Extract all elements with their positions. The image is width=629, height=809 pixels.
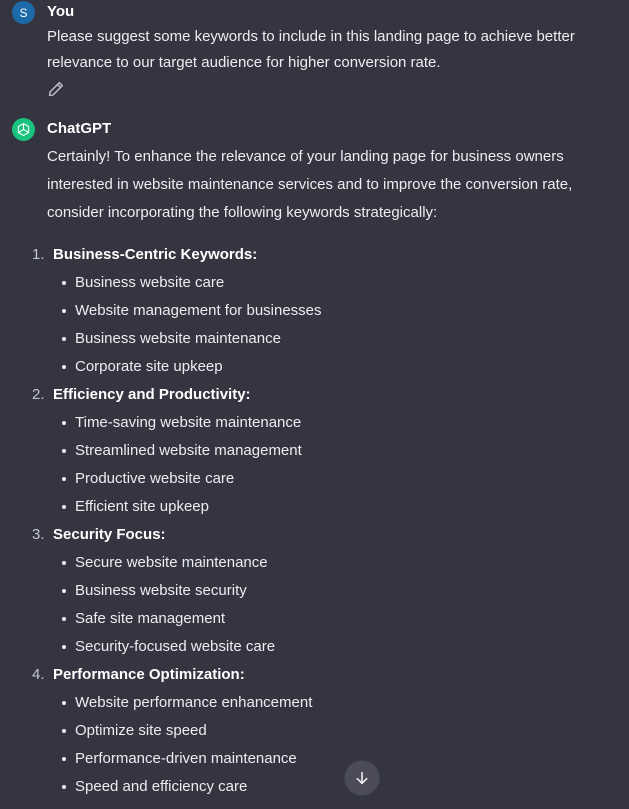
user-message <box>12 0 629 103</box>
keyword-item: Secure website maintenance <box>75 549 629 577</box>
keyword-item: Website management for businesses <box>75 297 629 325</box>
keyword-items <box>12 409 629 521</box>
arrow-down-icon <box>354 770 370 786</box>
section-title: Business-Centric Keywords: <box>53 246 258 263</box>
user-avatar <box>12 1 35 24</box>
keyword-items <box>12 549 629 661</box>
keyword-item: Security-focused website care <box>75 633 629 661</box>
assistant-message <box>12 117 629 801</box>
keyword-item: Corporate site upkeep <box>75 353 629 381</box>
keyword-item: Safe site management <box>75 605 629 633</box>
section-title: Security Focus: <box>53 526 166 543</box>
user-message-text: Please suggest some keywords to include in this landing page to achieve better relevance to our target audience for higher conversion rate. <box>47 28 575 71</box>
openai-logo-icon <box>12 118 35 141</box>
keyword-item: Efficient site upkeep <box>75 493 629 521</box>
user-message-header <box>12 0 629 24</box>
keyword-section <box>12 241 629 381</box>
user-avatar-letter: S <box>19 5 28 20</box>
section-number: 1. <box>32 246 45 263</box>
keyword-section <box>12 381 629 521</box>
keyword-item: Performance-driven maintenance <box>75 745 629 773</box>
keyword-item: Productive website care <box>75 465 629 493</box>
scroll-to-bottom-button[interactable] <box>345 761 379 795</box>
user-name: You <box>47 3 75 20</box>
keyword-item: Business website maintenance <box>75 325 629 353</box>
keyword-item: Speed and efficiency care <box>75 773 629 801</box>
keyword-item: Business website care <box>75 269 629 297</box>
keyword-list <box>12 241 629 801</box>
section-number: 4. <box>32 666 45 683</box>
keyword-item: Streamlined website management <box>75 437 629 465</box>
section-title: Efficiency and Productivity: <box>53 386 251 403</box>
pencil-icon[interactable] <box>47 80 65 98</box>
assistant-intro-text: Certainly! To enhance the relevance of your landing page for business owners interested in website maintenance services and to improve the conversion rate, consider incorporating the following keywords strategically: <box>47 148 573 221</box>
keyword-item: Time-saving website maintenance <box>75 409 629 437</box>
keyword-item: Business website security <box>75 577 629 605</box>
keyword-item: Website performance enhancement <box>75 689 629 717</box>
keyword-items <box>12 689 629 801</box>
assistant-message-header <box>12 117 629 141</box>
assistant-name: ChatGPT <box>47 120 112 137</box>
section-number: 3. <box>32 526 45 543</box>
keyword-items <box>12 269 629 381</box>
keyword-item: Optimize site speed <box>75 717 629 745</box>
keyword-section <box>12 661 629 801</box>
section-number: 2. <box>32 386 45 403</box>
keyword-section <box>12 521 629 661</box>
section-title: Performance Optimization: <box>53 666 245 683</box>
